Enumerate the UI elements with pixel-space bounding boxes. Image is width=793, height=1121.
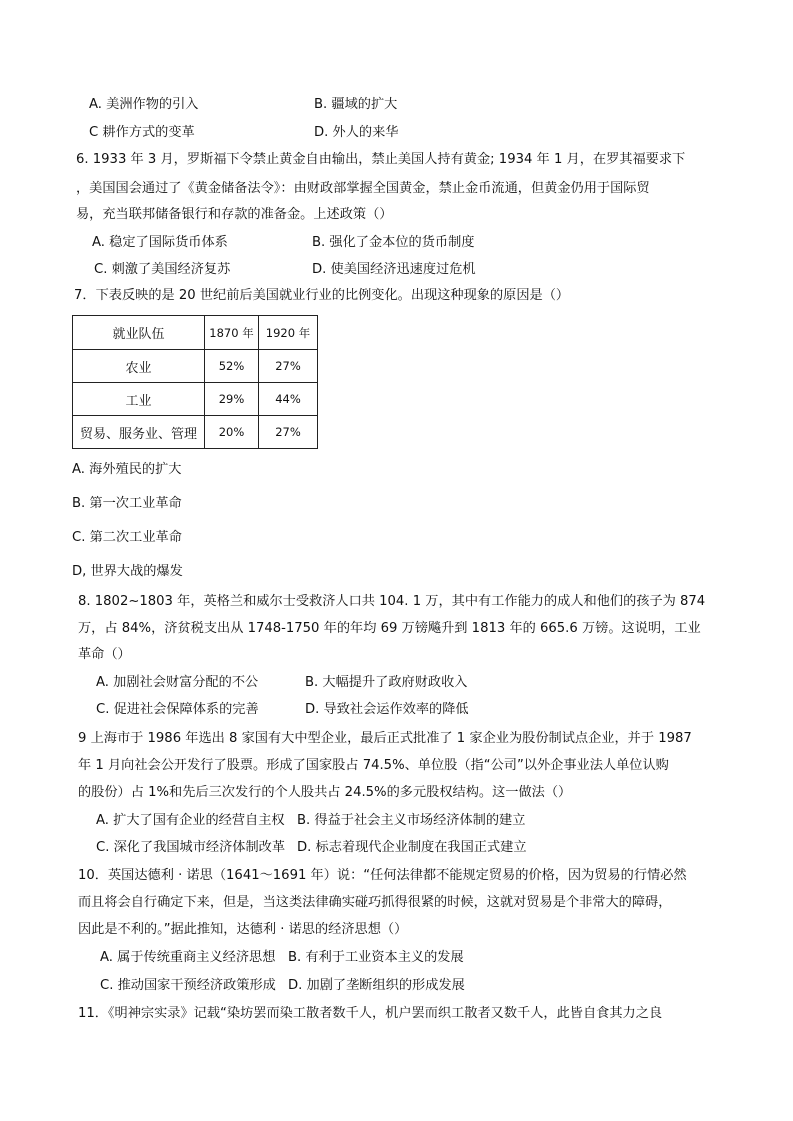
q5-option-c: C 耕作方式的变革 <box>89 125 195 140</box>
q5-option-d: D. 外人的来华 <box>314 125 399 140</box>
q8-stem-line1: 8. 1802~1803 年，英格兰和威尔士受救济人口共 104. 1 万，其中有工作能力的成人和他们的孩子为 874 <box>78 594 706 609</box>
q5-option-b: B. 疆域的扩大 <box>314 97 398 112</box>
table-header-row <box>73 316 318 350</box>
q7-option-c: C. 第二次工业革命 <box>72 530 182 545</box>
q6-stem-line3: 易，充当联邦储备银行和存款的准备金。上述政策（） <box>76 207 393 222</box>
table-cell: 27% <box>259 416 318 449</box>
q9-stem-line1: 9 上海市于 1986 年选出 8 家国有大中型企业，最后正式批准了 1 家企业为股份制试点企业，并于 1987 <box>78 731 692 746</box>
q11-stem-line1: 11．《明神宗实录》记载“染坊罢而染工散者数千人，机户罢而织工散者又数千人，此皆自食其力之良 <box>78 1006 663 1021</box>
q7-option-d: D, 世界大战的爆发 <box>72 564 183 579</box>
q6-stem-line1: 6. 1933 年 3 月，罗斯福下令禁止黄金自由输出，禁止美国人持有黄金; 1934 年 1 月，在罗其福要求下 <box>76 152 686 167</box>
q5-option-a: A. 美洲作物的引入 <box>89 97 199 112</box>
table-cell: 52% <box>205 350 259 383</box>
q6-option-d: D. 使美国经济迅速度过危机 <box>312 262 476 277</box>
q10-option-c: C. 推动国家干预经济政策形成 <box>100 978 276 993</box>
table-cell: 贸易、服务业、管理 <box>73 416 205 449</box>
table-row <box>73 383 318 416</box>
q6-option-c: C. 刺激了美国经济复苏 <box>94 262 231 277</box>
table-row <box>73 416 318 449</box>
q10-stem-line2: 而且将会自行确定下来，但是，当这类法律确实碰巧抓得很紧的时候，这就对贸易是个非常大的障碍， <box>78 895 672 910</box>
q9-stem-line3: 的股份）占 1%和先后三次发行的个人股共占 24.5%的多元股权结构。这一做法（） <box>78 785 572 800</box>
q8-option-d: D. 导致社会运作效率的降低 <box>305 702 469 717</box>
employment-table <box>72 315 318 449</box>
q10-stem-line3: 因此是不利的。”据此推知，达德利 · 诺思的经济思想（） <box>78 922 408 937</box>
q10-stem-line1: 10．英国达德利 · 诺思（1641～1691 年）说：“任何法律都不能规定贸易的价格，因为贸易的行情必然 <box>78 868 687 883</box>
q9-option-c: C. 深化了我国城市经济体制改革 <box>96 840 286 855</box>
q9-option-a: A. 扩大了国有企业的经营自主权 <box>96 813 285 828</box>
q7-stem: 7．下表反映的是 20 世纪前后美国就业行业的比例变化。出现这种现象的原因是（） <box>74 288 570 303</box>
q6-stem-line2: ，美国国会通过了《黄金储备法令》：由财政部掌握全国黄金，禁止金币流通，但黄金仍用于国际贸 <box>76 181 650 196</box>
table-cell: 农业 <box>73 350 205 383</box>
table-cell: 29% <box>205 383 259 416</box>
q7-option-a: A. 海外殖民的扩大 <box>72 462 182 477</box>
table-cell: 工业 <box>73 383 205 416</box>
table-row <box>73 350 318 383</box>
q6-option-b: B. 强化了金本位的货币制度 <box>312 235 475 250</box>
q10-option-b: B. 有利于工业资本主义的发展 <box>288 950 464 965</box>
q10-option-a: A. 属于传统重商主义经济思想 <box>100 950 276 965</box>
table-header-cell: 就业队伍 <box>73 316 205 350</box>
q10-option-d: D. 加剧了垄断组织的形成发展 <box>288 978 465 993</box>
table-cell: 27% <box>259 350 318 383</box>
table-header-cell: 1870 年 <box>205 316 259 350</box>
q9-option-d: D. 标志着现代企业制度在我国正式建立 <box>297 840 527 855</box>
q8-stem-line2: 万，占 84%，济贫税支出从 1748-1750 年的年均 69 万镑飚升到 1813 年的 665.6 万镑。这说明，工业 <box>78 621 701 636</box>
table-header-cell: 1920 年 <box>259 316 318 350</box>
q7-option-b: B. 第一次工业革命 <box>72 496 182 511</box>
q8-option-a: A. 加剧社会财富分配的不公 <box>96 675 259 690</box>
q9-option-b: B. 得益于社会主义市场经济体制的建立 <box>297 813 526 828</box>
table-cell: 44% <box>259 383 318 416</box>
q9-stem-line2: 年 1 月向社会公开发行了股票。形成了国家股占 74.5%、单位股（指“公司”以外企事业法人单位认购 <box>78 758 669 773</box>
q8-stem-line3: 革命（） <box>78 647 131 662</box>
table-cell: 20% <box>205 416 259 449</box>
q8-option-c: C. 促进社会保障体系的完善 <box>96 702 259 717</box>
q8-option-b: B. 大幅提升了政府财政收入 <box>305 675 468 690</box>
q6-option-a: A. 稳定了国际货币体系 <box>92 235 228 250</box>
